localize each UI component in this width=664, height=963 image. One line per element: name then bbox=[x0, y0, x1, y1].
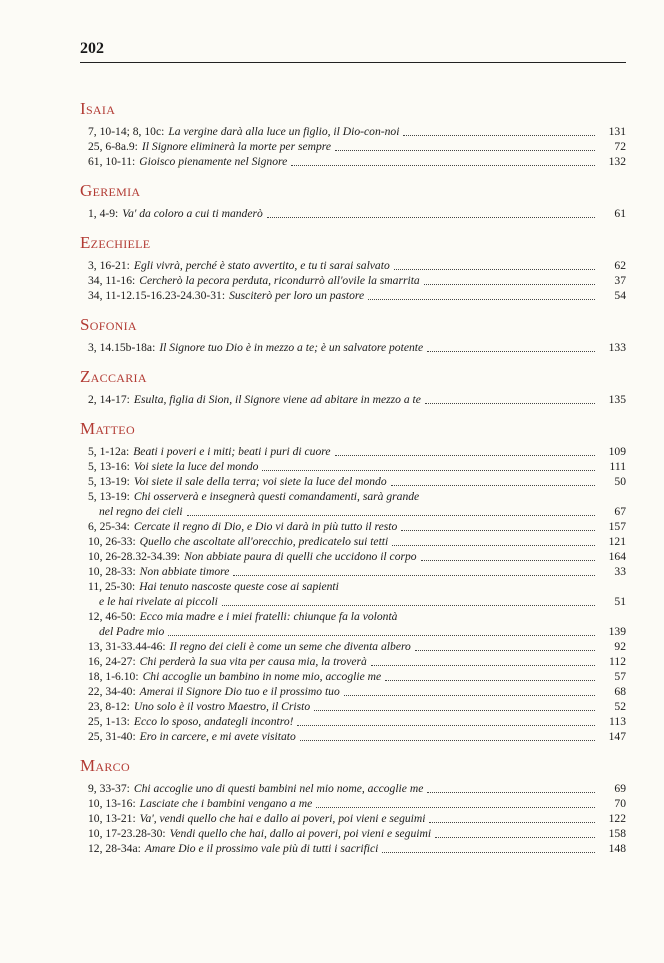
entry-page: 92 bbox=[614, 640, 626, 653]
entry-reference: 25, 6-8a.9: bbox=[88, 140, 138, 153]
entry-title: Chi accoglie uno di questi bambini nel mio nome, accoglie me bbox=[133, 782, 424, 795]
book-section bbox=[80, 368, 626, 407]
entry-page: 121 bbox=[608, 535, 626, 548]
entry-reference: 10, 26-28.32-34.39: bbox=[88, 550, 181, 563]
entry-title: Hai tenuto nascoste queste cose ai sapienti bbox=[139, 580, 339, 593]
entry-title: Il regno dei cieli è come un seme che diventa albero bbox=[169, 640, 411, 653]
entry-page: 57 bbox=[614, 670, 626, 683]
entry-page: 122 bbox=[608, 812, 626, 825]
entry-page: 37 bbox=[614, 274, 626, 287]
entry-title: Cercate il regno di Dio, e Dio vi darà in più tutto il resto bbox=[133, 520, 398, 533]
entry-page: 52 bbox=[614, 700, 626, 713]
entry-reference: 13, 31-33.44-46: bbox=[88, 640, 166, 653]
entry-reference: 61, 10-11: bbox=[88, 155, 136, 168]
entry-page: 131 bbox=[608, 125, 626, 138]
dot-leader bbox=[415, 650, 595, 651]
dot-leader bbox=[297, 725, 595, 726]
entry-title: Cercherò la pecora perduta, ricondurrò all'ovile la smarrita bbox=[139, 274, 420, 287]
index-entry bbox=[80, 534, 626, 549]
entry-reference: 25, 1-13: bbox=[88, 715, 130, 728]
entry-title: Beati i poveri e i miti; beati i puri di cuore bbox=[133, 445, 331, 458]
entry-reference: 10, 28-33: bbox=[88, 565, 136, 578]
entry-reference: 6, 25-34: bbox=[88, 520, 130, 533]
entry-reference: 34, 11-12.15-16.23-24.30-31: bbox=[88, 289, 226, 302]
book-title: Matteo bbox=[80, 419, 135, 438]
entry-page: 135 bbox=[608, 393, 626, 406]
entry-title: Vendi quello che hai, dallo ai poveri, poi vieni e seguimi bbox=[169, 827, 432, 840]
dot-leader bbox=[427, 351, 595, 352]
index-entry bbox=[80, 609, 626, 639]
index-entry bbox=[80, 459, 626, 474]
entry-page: 147 bbox=[608, 730, 626, 743]
book-section bbox=[80, 234, 626, 303]
index-entry bbox=[80, 258, 626, 273]
dot-leader bbox=[222, 605, 595, 606]
index-entry bbox=[80, 124, 626, 139]
entry-page: 67 bbox=[614, 505, 626, 518]
entry-reference: 25, 31-40: bbox=[88, 730, 136, 743]
entry-page: 62 bbox=[614, 259, 626, 272]
entry-title: Ecco lo sposo, andategli incontro! bbox=[133, 715, 294, 728]
entry-reference: 9, 33-37: bbox=[88, 782, 130, 795]
entry-page: 72 bbox=[614, 140, 626, 153]
book-title: Geremia bbox=[80, 181, 141, 200]
entry-reference: 5, 1-12a: bbox=[88, 445, 130, 458]
entry-page: 148 bbox=[608, 842, 626, 855]
dot-leader bbox=[394, 269, 595, 270]
entry-page: 113 bbox=[609, 715, 626, 728]
entry-reference: 10, 13-21: bbox=[88, 812, 136, 825]
dot-leader bbox=[391, 485, 595, 486]
entry-reference: 12, 46-50: bbox=[88, 610, 136, 623]
entry-page: 33 bbox=[614, 565, 626, 578]
dot-leader bbox=[385, 680, 595, 681]
entry-title: Susciterò per loro un pastore bbox=[229, 289, 365, 302]
entry-title: Voi siete la luce del mondo bbox=[133, 460, 259, 473]
entry-page: 50 bbox=[614, 475, 626, 488]
entry-title: Chi perderà la sua vita per causa mia, la troverà bbox=[139, 655, 367, 668]
entry-page: 68 bbox=[614, 685, 626, 698]
dot-leader bbox=[316, 807, 595, 808]
index-entry bbox=[80, 392, 626, 407]
entry-page: 70 bbox=[614, 797, 626, 810]
entry-title: Il Signore eliminerà la morte per sempre bbox=[141, 140, 332, 153]
dot-leader bbox=[435, 837, 595, 838]
dot-leader bbox=[335, 455, 596, 456]
book-title: Zaccaria bbox=[80, 367, 147, 386]
entry-title-continued: del Padre mio bbox=[99, 625, 165, 638]
dot-leader bbox=[344, 695, 595, 696]
entry-page: 139 bbox=[608, 625, 626, 638]
book-section bbox=[80, 420, 626, 744]
entry-title: Gioisco pienamente nel Signore bbox=[139, 155, 288, 168]
index-entry bbox=[80, 444, 626, 459]
entry-page: 158 bbox=[608, 827, 626, 840]
entry-reference: 10, 26-33: bbox=[88, 535, 136, 548]
entry-reference: 10, 13-16: bbox=[88, 797, 136, 810]
index-entry bbox=[80, 489, 626, 519]
index-entry bbox=[80, 796, 626, 811]
index-entry bbox=[80, 729, 626, 744]
book-section bbox=[80, 182, 626, 221]
index-entry bbox=[80, 841, 626, 856]
dot-leader bbox=[371, 665, 595, 666]
dot-leader bbox=[401, 530, 595, 531]
index-entry bbox=[80, 781, 626, 796]
entry-title-continued: nel regno dei cieli bbox=[99, 505, 183, 518]
entry-page: 112 bbox=[609, 655, 626, 668]
book-section bbox=[80, 316, 626, 355]
entry-title-continued: e le hai rivelate ai piccoli bbox=[99, 595, 218, 608]
index-entry bbox=[80, 340, 626, 355]
index-entry bbox=[80, 519, 626, 534]
book-title: Sofonia bbox=[80, 315, 137, 334]
book-title: Ezechiele bbox=[80, 233, 151, 252]
dot-leader bbox=[421, 560, 595, 561]
entry-reference: 5, 13-19: bbox=[88, 475, 130, 488]
dot-leader bbox=[368, 299, 595, 300]
dot-leader bbox=[300, 740, 595, 741]
entry-page: 133 bbox=[608, 341, 626, 354]
entry-title: Non abbiate paura di quelli che uccidono il corpo bbox=[184, 550, 417, 563]
index-entry bbox=[80, 564, 626, 579]
entry-reference: 16, 24-27: bbox=[88, 655, 136, 668]
index-entry bbox=[80, 206, 626, 221]
entry-title: Va' da coloro a cui ti manderò bbox=[122, 207, 263, 220]
dot-leader bbox=[424, 284, 595, 285]
dot-leader bbox=[267, 217, 595, 218]
dot-leader bbox=[425, 403, 595, 404]
entry-title: Va', vendi quello che hai e dallo ai poveri, poi vieni e seguimi bbox=[139, 812, 426, 825]
entry-title: Chi osserverà e insegnerà questi comandamenti, sarà grande bbox=[133, 490, 420, 503]
entry-reference: 5, 13-19: bbox=[88, 490, 130, 503]
index-entry bbox=[80, 273, 626, 288]
entry-title: Lasciate che i bambini vengano a me bbox=[139, 797, 313, 810]
dot-leader bbox=[429, 822, 595, 823]
entry-reference: 10, 17-23.28-30: bbox=[88, 827, 166, 840]
book-section bbox=[80, 100, 626, 169]
entry-reference: 3, 14.15b-18a: bbox=[88, 341, 156, 354]
entry-page: 51 bbox=[614, 595, 626, 608]
entry-reference: 3, 16-21: bbox=[88, 259, 130, 272]
dot-leader bbox=[262, 470, 595, 471]
entry-title: Ero in carcere, e mi avete visitato bbox=[139, 730, 296, 743]
entry-reference: 5, 13-16: bbox=[88, 460, 130, 473]
entry-reference: 1, 4-9: bbox=[88, 207, 119, 220]
entry-title: Amerai il Signore Dio tuo e il prossimo tuo bbox=[139, 685, 340, 698]
entry-page: 109 bbox=[608, 445, 626, 458]
entry-reference: 34, 11-16: bbox=[88, 274, 136, 287]
entry-page: 164 bbox=[608, 550, 626, 563]
index-entry bbox=[80, 549, 626, 564]
entry-title: Non abbiate timore bbox=[139, 565, 230, 578]
entry-title: Ecco mia madre e i miei fratelli: chiunque fa la volontà bbox=[139, 610, 398, 623]
entry-title: Esulta, figlia di Sion, il Signore viene ad abitare in mezzo a te bbox=[133, 393, 421, 406]
dot-leader bbox=[314, 710, 595, 711]
entry-reference: 2, 14-17: bbox=[88, 393, 130, 406]
entry-title: Chi accoglie un bambino in nome mio, accoglie me bbox=[142, 670, 382, 683]
index-entry bbox=[80, 684, 626, 699]
entry-page: 61 bbox=[614, 207, 626, 220]
index-entry bbox=[80, 811, 626, 826]
entry-page: 69 bbox=[614, 782, 626, 795]
dot-leader bbox=[382, 852, 595, 853]
book-section bbox=[80, 757, 626, 856]
page-number: 202 bbox=[80, 40, 104, 57]
entry-reference: 18, 1-6.10: bbox=[88, 670, 139, 683]
entry-title: Amare Dio e il prossimo vale più di tutti i sacrifici bbox=[144, 842, 379, 855]
entry-reference: 7, 10-14; 8, 10c: bbox=[88, 125, 165, 138]
index-entry bbox=[80, 699, 626, 714]
dot-leader bbox=[168, 635, 595, 636]
header-rule bbox=[80, 62, 626, 63]
entry-title: Voi siete il sale della terra; voi siete la luce del mondo bbox=[133, 475, 387, 488]
entry-title: Uno solo è il vostro Maestro, il Cristo bbox=[133, 700, 311, 713]
index-entry bbox=[80, 139, 626, 154]
index-entry bbox=[80, 826, 626, 841]
index-entry bbox=[80, 288, 626, 303]
entry-reference: 12, 28-34a: bbox=[88, 842, 141, 855]
entry-reference: 11, 25-30: bbox=[88, 580, 136, 593]
index-content bbox=[80, 100, 626, 856]
index-entry bbox=[80, 714, 626, 729]
dot-leader bbox=[335, 150, 595, 151]
index-entry bbox=[80, 154, 626, 169]
index-entry bbox=[80, 669, 626, 684]
dot-leader bbox=[392, 545, 595, 546]
book-title: Marco bbox=[80, 756, 130, 775]
entry-reference: 22, 34-40: bbox=[88, 685, 136, 698]
dot-leader bbox=[187, 515, 595, 516]
entry-title: Quello che ascoltate all'orecchio, predicatelo sui tetti bbox=[139, 535, 389, 548]
dot-leader bbox=[427, 792, 595, 793]
entry-page: 54 bbox=[614, 289, 626, 302]
index-entry bbox=[80, 639, 626, 654]
entry-title: La vergine darà alla luce un figlio, il Dio-con-noi bbox=[168, 125, 400, 138]
dot-leader bbox=[291, 165, 595, 166]
index-entry bbox=[80, 654, 626, 669]
index-entry bbox=[80, 474, 626, 489]
dot-leader bbox=[233, 575, 595, 576]
entry-reference: 23, 8-12: bbox=[88, 700, 130, 713]
entry-page: 157 bbox=[608, 520, 626, 533]
entry-title: Egli vivrà, perché è stato avvertito, e tu ti sarai salvato bbox=[133, 259, 390, 272]
book-title: Isaia bbox=[80, 99, 116, 118]
dot-leader bbox=[403, 135, 595, 136]
entry-page: 111 bbox=[609, 460, 626, 473]
entry-page: 132 bbox=[608, 155, 626, 168]
index-entry bbox=[80, 579, 626, 609]
entry-title: Il Signore tuo Dio è in mezzo a te; è un salvatore potente bbox=[159, 341, 424, 354]
